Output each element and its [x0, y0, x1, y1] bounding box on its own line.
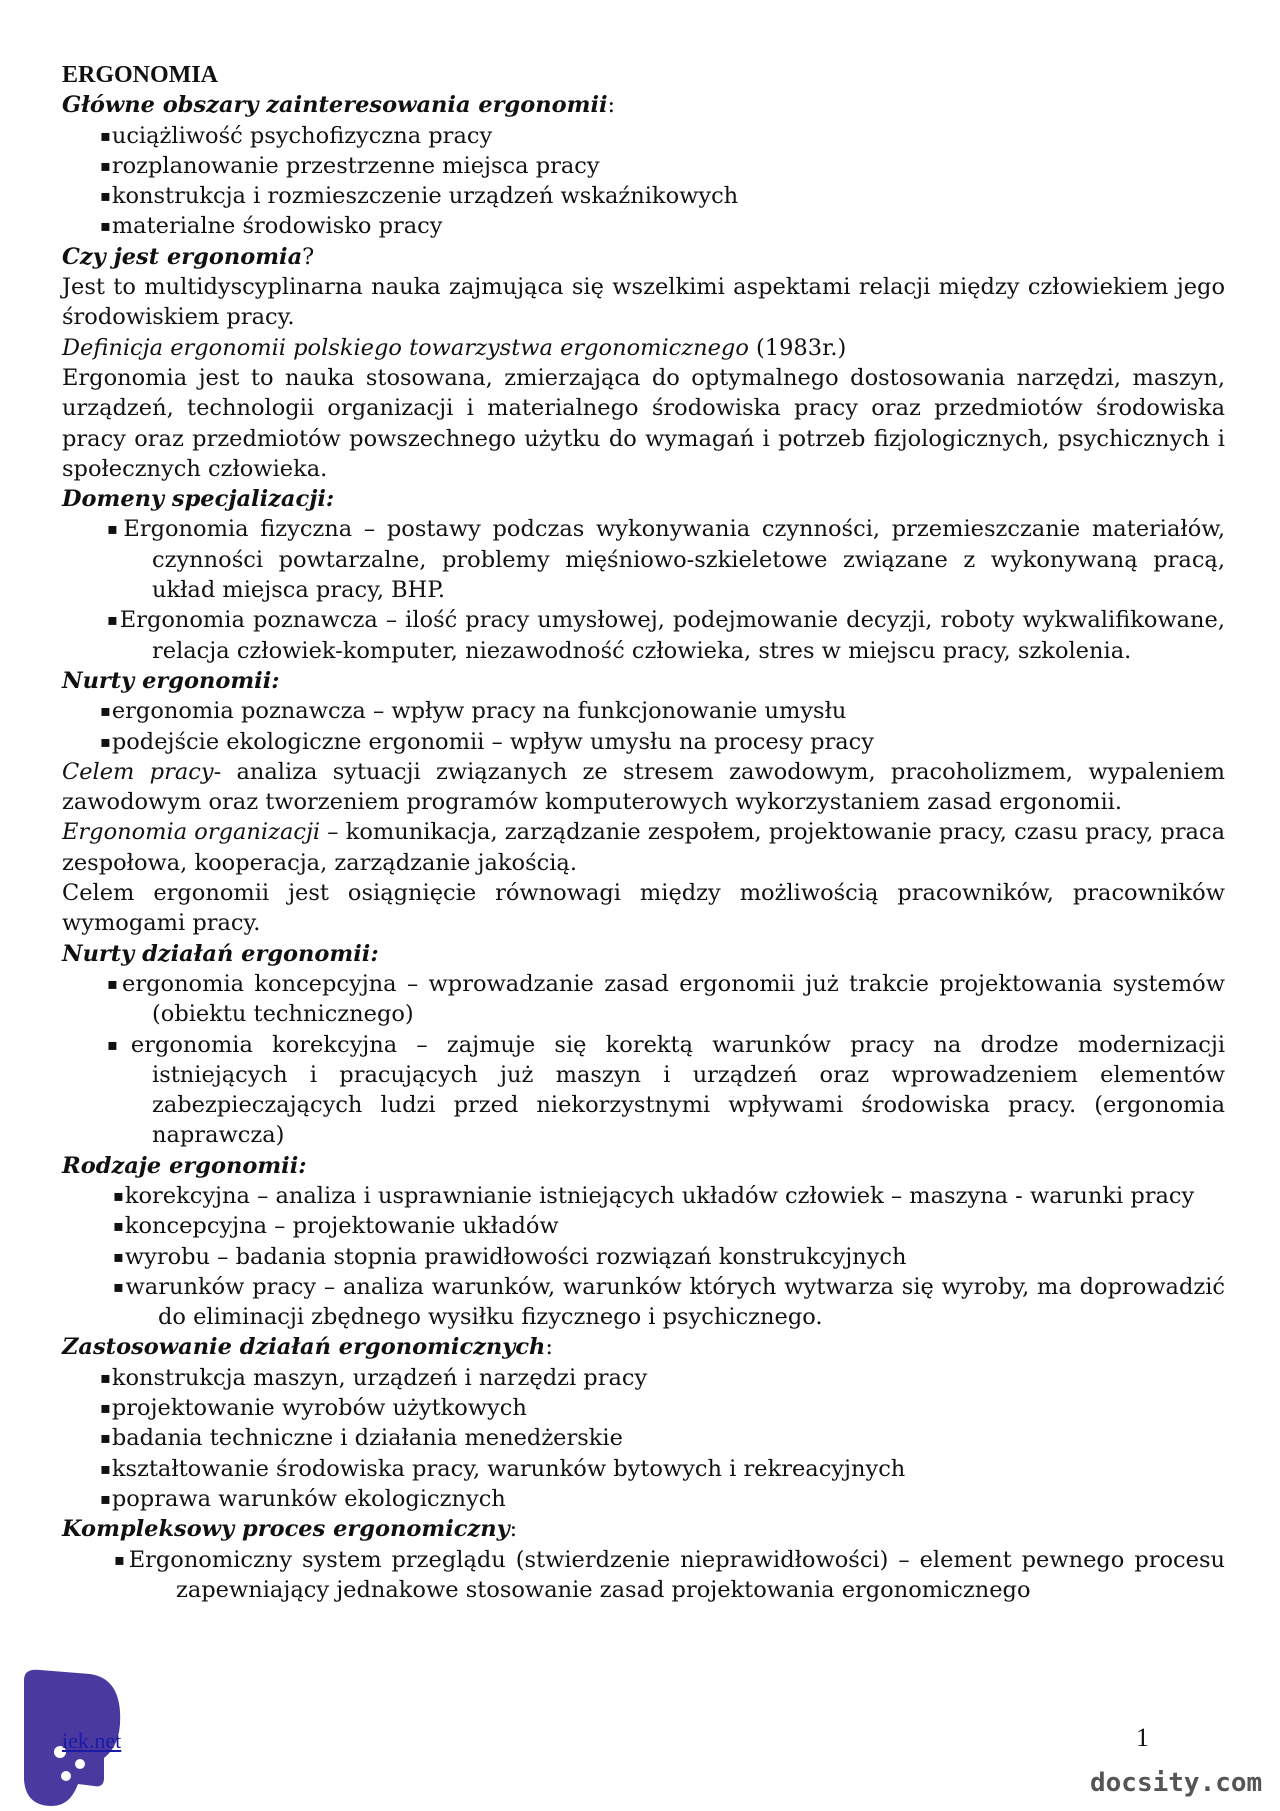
footer-link[interactable]: iek.net: [62, 1728, 122, 1753]
bullet-icon: ▪: [114, 1549, 128, 1569]
bullet-icon: ▪: [100, 731, 111, 751]
list-item: ▪Ergonomiczny system przeglądu (stwierdzenie nieprawidłowości) – element pewnego procesu zapewniający jednakowe stosowanie zasad projektowania ergonomicznego: [114, 1546, 1225, 1603]
paragraph: Jest to multidyscyplinarna nauka zajmująca się wszelkimi aspektami relacji między człowiekiem jego środowiskiem pracy.: [62, 274, 1225, 331]
list-item: ▪podejście ekologiczne ergonomii – wpływ umysłu na procesy pracy: [100, 728, 874, 755]
list-item: ▪rozplanowanie przestrzenne miejsca pracy: [100, 152, 600, 179]
paragraph-ergonomia-organizacji: Ergonomia organizacji – komunikacja, zarządzanie zespołem, projektowanie pracy, czasu pracy, praca zespołowa, kooperacja, zarządzanie jakością.: [62, 819, 1225, 876]
list-item: ▪ergonomia korekcyjna – zajmuje się korektą warunków pracy na drodze modernizacji istniejących i pracujących już maszyn i urządzeń oraz wprowadzeniem elementów zabezpieczających ludzi przed niekorzystnymi wpływami środowiska pracy. (ergonomia naprawcza): [107, 1031, 1226, 1149]
section-heading: Główne obszary zainteresowania ergonomii:: [62, 92, 616, 119]
definition-paragraph: Ergonomia jest to nauka stosowana, zmierzająca do optymalnego dostosowania narzędzi, maszyn, urządzeń, technologii organizacji i materialnego środowiska pracy oraz przedmiotów środowiska pracy oraz przedmiotów powszechnego użytku do wymagań i potrzeb fizjologicznych, psychicznych i społecznych człowieka.: [62, 364, 1225, 482]
list-item: ▪badania techniczne i działania menedżerskie: [100, 1425, 623, 1452]
bullet-icon: ▪: [107, 1034, 130, 1054]
bullet-icon: ▪: [113, 1276, 125, 1296]
bullet-icon: ▪: [113, 1185, 124, 1205]
bullet-icon: ▪: [100, 1367, 111, 1387]
section-heading: Nurty ergonomii:: [62, 667, 280, 694]
list-item: ▪Ergonomia poznawcza – ilość pracy umysłowej, podejmowanie decyzji, roboty wykwalifikowane, relacja człowiek-komputer, niezawodność człowieka, stres w miejscu pracy, szkolenia.: [107, 607, 1226, 664]
bullet-icon: ▪: [107, 973, 122, 993]
bullet-icon: ▪: [100, 1428, 111, 1448]
list-item: ▪konstrukcja maszyn, urządzeń i narzędzi pracy: [100, 1364, 648, 1391]
bullet-icon: ▪: [107, 610, 119, 630]
watermark: docsity.com: [1090, 1768, 1263, 1798]
section-heading: Zastosowanie działań ergonomicznych:: [62, 1334, 554, 1361]
section-heading: Czy jest ergonomia?: [62, 243, 315, 270]
list-item: ▪ergonomia koncepcyjna – wprowadzanie zasad ergonomii już trakcie projektowania systemów (obiektu technicznego): [107, 970, 1225, 1028]
paragraph-celem-pracy: Celem pracy- analiza sytuacji związanych ze stresem zawodowym, pracoholizmem, wypaleniem zawodowym oraz tworzeniem programów komputerowych wykorzystaniem zasad ergonomii.: [62, 758, 1225, 816]
paragraph-goal: Celem ergonomii jest osiągnięcie równowagi między możliwością pracowników, pracowników wymogami pracy.: [62, 880, 1225, 937]
bullet-icon: ▪: [100, 701, 111, 721]
bullet-icon: ▪: [113, 1246, 124, 1266]
bullet-icon: ▪: [100, 1458, 111, 1478]
section-heading: Rodzaje ergonomii:: [62, 1152, 307, 1179]
bullet-icon: ▪: [100, 1398, 111, 1418]
document-title: ERGONOMIA: [62, 62, 218, 88]
list-item: ▪materialne środowisko pracy: [100, 213, 443, 240]
bullet-icon: ▪: [100, 186, 111, 206]
section-heading: Domeny specjalizacji:: [62, 486, 335, 513]
bullet-icon: ▪: [100, 216, 111, 236]
section-heading: Kompleksowy proces ergonomiczny:: [62, 1516, 518, 1543]
list-item: ▪kształtowanie środowiska pracy, warunków bytowych i rekreacyjnych: [100, 1455, 906, 1482]
list-item: ▪projektowanie wyrobów użytkowych: [100, 1395, 527, 1422]
bullet-icon: ▪: [107, 519, 123, 539]
bullet-icon: ▪: [100, 125, 111, 145]
page-number: 1: [1136, 1723, 1149, 1752]
document-page: [62, 60, 1225, 1605]
bullet-icon: ▪: [100, 1488, 111, 1508]
list-item: ▪ergonomia poznawcza – wpływ pracy na funkcjonowanie umysłu: [100, 698, 847, 725]
list-item: ▪poprawa warunków ekologicznych: [100, 1485, 506, 1512]
list-item: ▪wyrobu – badania stopnia prawidłowości rozwiązań konstrukcyjnych: [113, 1243, 907, 1270]
bullet-icon: ▪: [113, 1216, 124, 1236]
definition-line: Definicja ergonomii polskiego towarzystwa ergonomicznego (1983r.): [62, 334, 847, 361]
section-heading: Nurty działań ergonomii:: [62, 940, 379, 967]
list-item: ▪warunków pracy – analiza warunków, warunków których wytwarza się wyroby, ma doprowadzić do eliminacji zbędnego wysiłku fizycznego i psychicznego.: [113, 1273, 1226, 1331]
list-item: ▪koncepcyjna – projektowanie układów: [113, 1213, 559, 1240]
list-item: ▪Ergonomia fizyczna – postawy podczas wykonywania czynności, przemieszczanie materiałów, czynności powtarzalne, problemy mięśniowo-szkieletowe związane z wykonywaną pracą, układ miejsca pracy, BHP.: [107, 516, 1226, 604]
list-item: ▪uciążliwość psychofizyczna pracy: [100, 122, 493, 149]
list-item: ▪konstrukcja i rozmieszczenie urządzeń wskaźnikowych: [100, 183, 739, 210]
list-item: ▪korekcyjna – analiza i usprawnianie istniejących układów człowiek – maszyna - warunki pracy: [113, 1182, 1195, 1209]
bullet-icon: ▪: [100, 155, 111, 175]
